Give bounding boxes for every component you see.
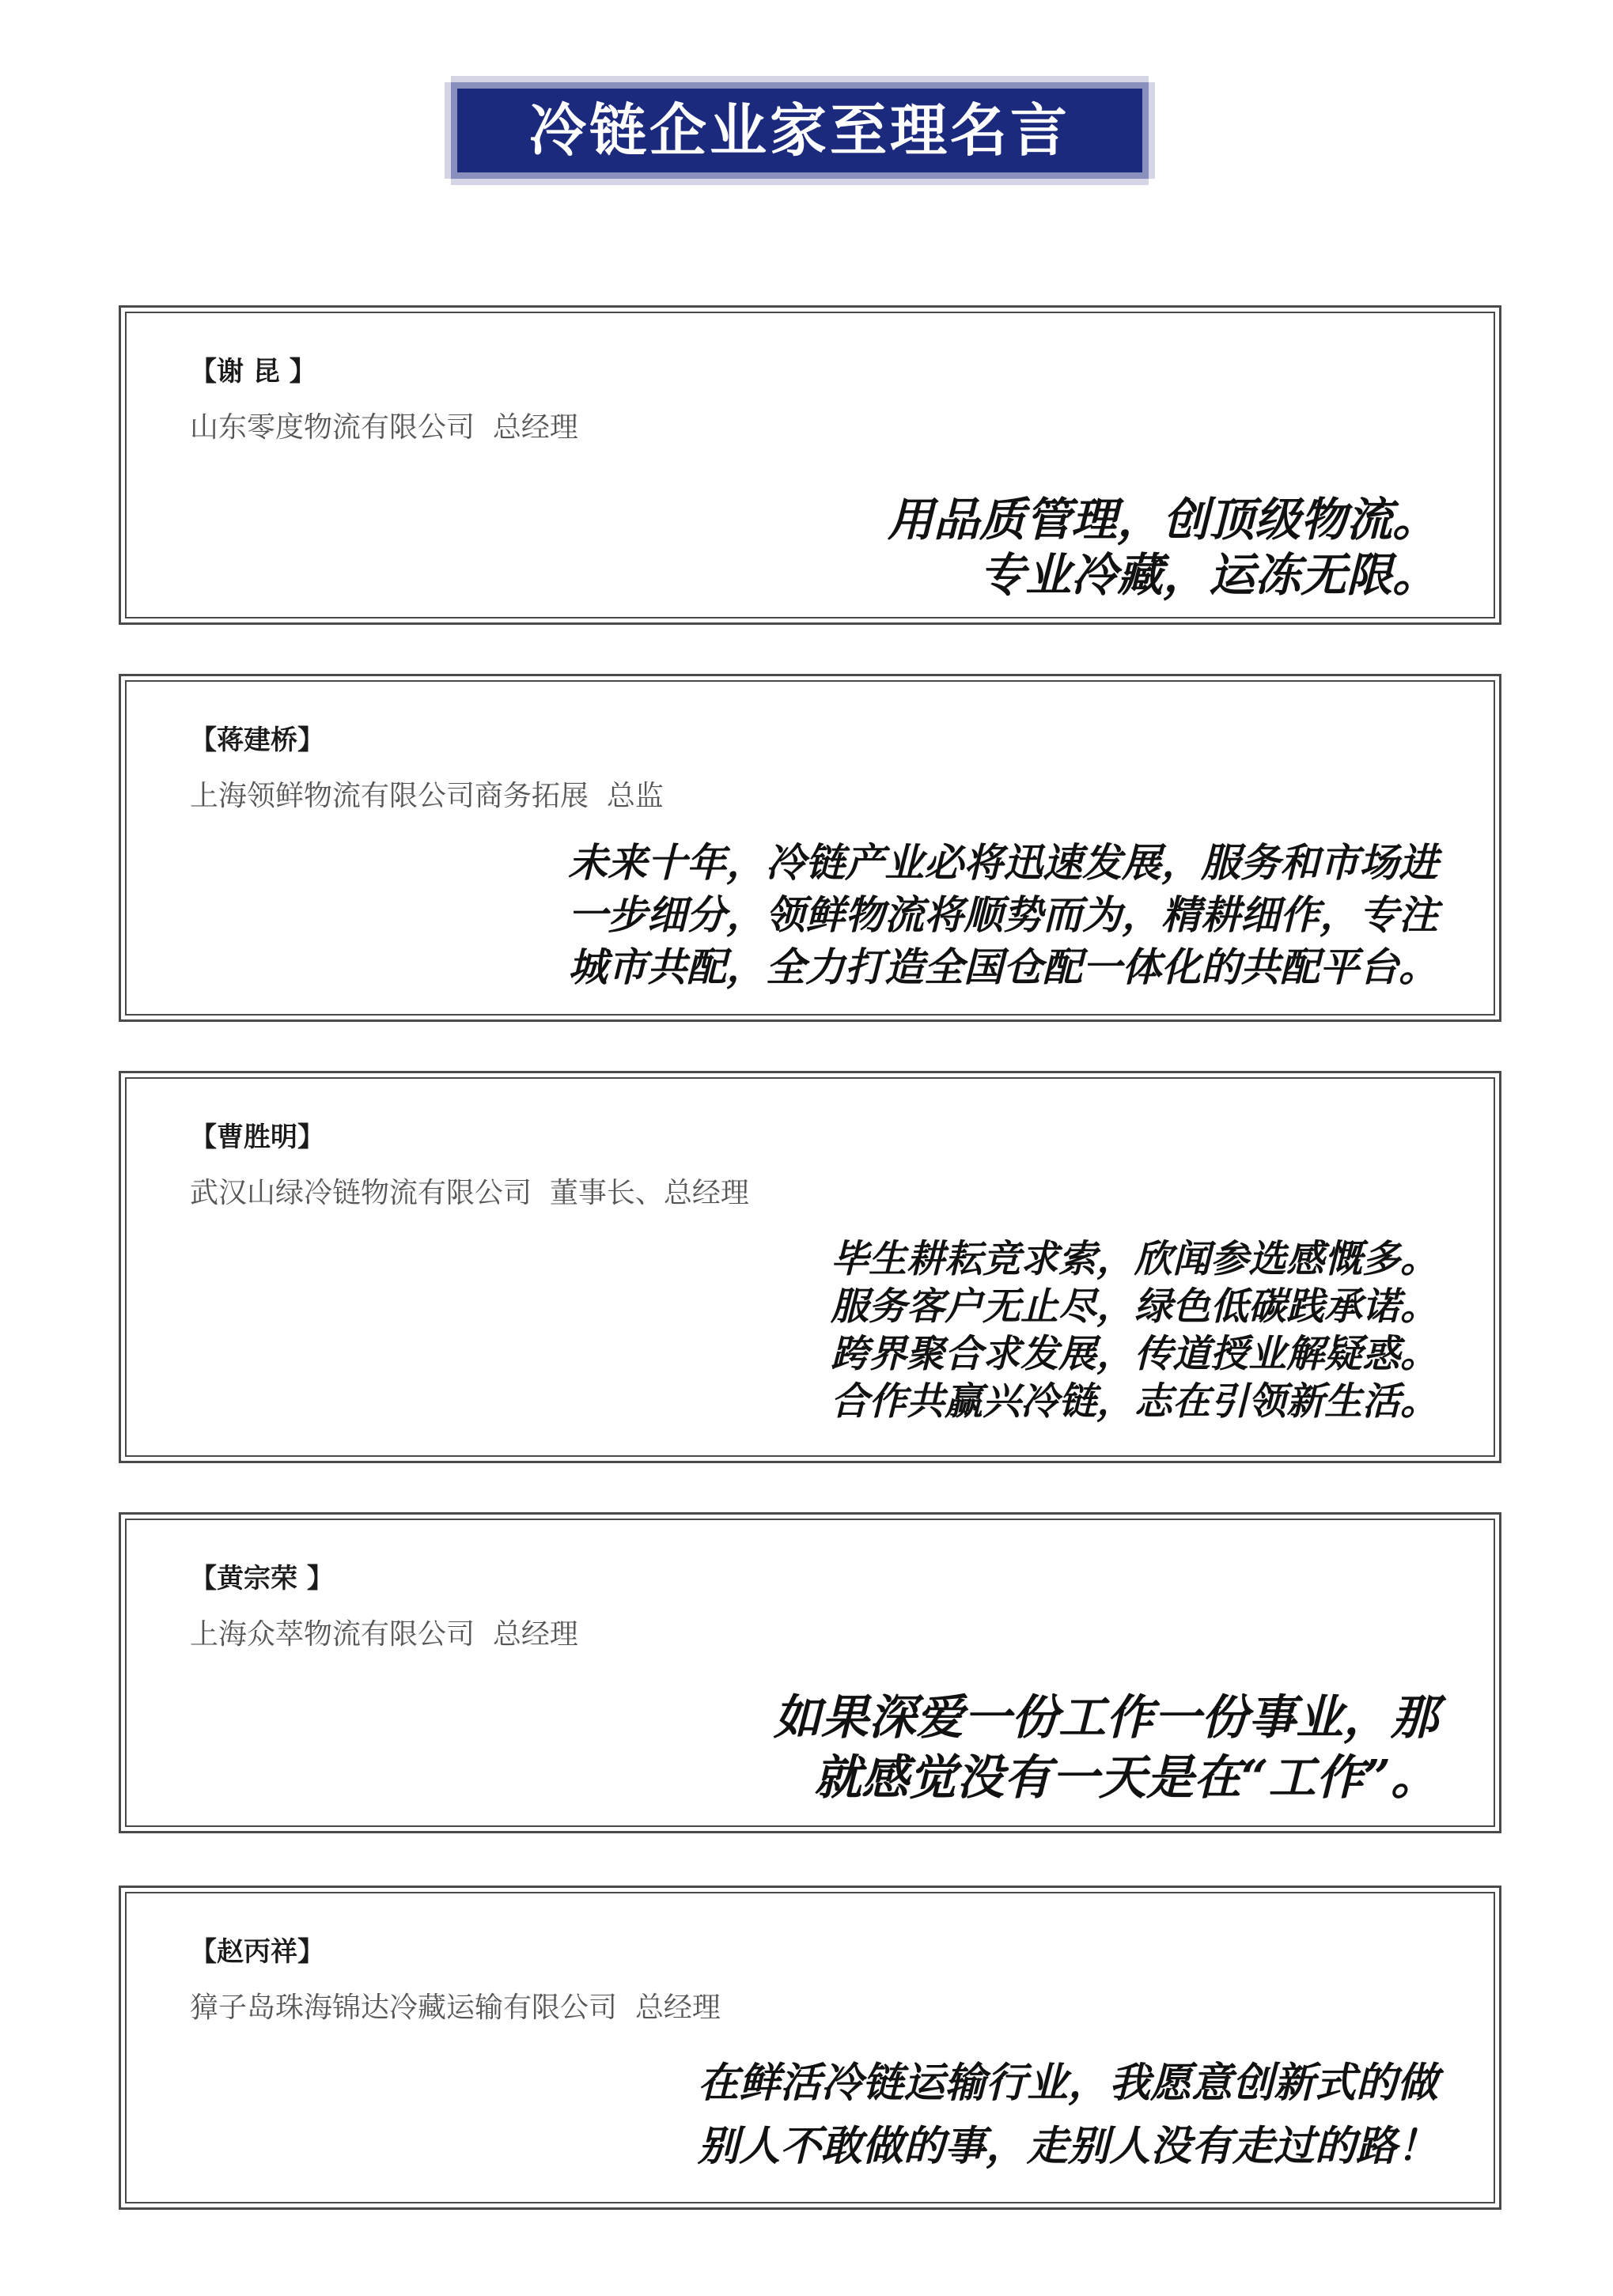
quote-card-inner bbox=[125, 680, 1495, 1016]
banner-corner bbox=[1149, 76, 1155, 82]
person-name: 【曹胜明】 bbox=[190, 1122, 324, 1153]
quote-line: 毕生耕耘竞求索，欣闻参选感慨多。 bbox=[830, 1237, 1438, 1281]
quote-card bbox=[119, 674, 1501, 1022]
quote-text bbox=[831, 1235, 1438, 1425]
title-banner bbox=[445, 76, 1155, 185]
banner-corner bbox=[445, 179, 451, 185]
quote-line: 别人不敢做的事，走别人没有走过的路！ bbox=[697, 2122, 1438, 2170]
quote-text bbox=[888, 492, 1438, 603]
person-title: 上海领鲜物流有限公司商务拓展 总监 bbox=[190, 780, 664, 812]
person-name: 【赵丙祥】 bbox=[190, 1936, 324, 1968]
person-name: 【黄宗荣 】 bbox=[190, 1563, 334, 1594]
quote-text bbox=[698, 2052, 1438, 2178]
quote-card-inner bbox=[125, 1077, 1495, 1457]
quote-line: 服务客户无止尽，绿色低碳践承诺。 bbox=[830, 1284, 1438, 1329]
banner-corner bbox=[1149, 179, 1155, 185]
quote-card bbox=[119, 305, 1501, 625]
banner-corner bbox=[445, 76, 451, 82]
person-title: 武汉山绿冷链物流有限公司 董事长、总经理 bbox=[190, 1177, 749, 1209]
quote-line: 城市共配，全力打造全国仓配一体化的共配平台。 bbox=[568, 944, 1438, 990]
quote-card-inner bbox=[125, 1892, 1495, 2203]
quote-line: 未来十年，冷链产业必将迅速发展，服务和市场进 bbox=[568, 839, 1438, 886]
person-title: 山东零度物流有限公司 总经理 bbox=[190, 411, 578, 444]
person-title: 上海众萃物流有限公司 总经理 bbox=[190, 1618, 578, 1651]
quote-card bbox=[119, 1886, 1501, 2210]
banner-body bbox=[457, 89, 1142, 172]
quote-line: 一步细分，领鲜物流将顺势而为，精耕细作，专注 bbox=[568, 891, 1438, 938]
quote-card-inner bbox=[125, 1519, 1495, 1827]
quote-line: 如果深爱一份工作一份事业，那 bbox=[774, 1690, 1438, 1746]
quote-text bbox=[568, 837, 1438, 993]
quote-line: 跨界聚合求发展，传道授业解疑惑。 bbox=[830, 1332, 1438, 1376]
quote-line: 就感觉没有一天是在“工作”。 bbox=[813, 1750, 1438, 1806]
quote-line: 在鲜活冷链运输行业，我愿意创新式的做 bbox=[697, 2059, 1438, 2107]
quote-line: 专业冷藏，运冻无限。 bbox=[979, 548, 1438, 602]
person-name: 【蒋建桥】 bbox=[190, 724, 324, 756]
quote-card-inner bbox=[125, 312, 1495, 618]
quote-card bbox=[119, 1512, 1501, 1833]
person-name: 【谢 昆 】 bbox=[190, 356, 316, 388]
quote-card bbox=[119, 1071, 1501, 1463]
page-title: 冷链企业家至理名言 bbox=[528, 97, 1070, 164]
quote-text bbox=[774, 1688, 1438, 1808]
person-title: 獐子岛珠海锦达冷藏运输有限公司 总经理 bbox=[190, 1992, 721, 2024]
quote-line: 合作共赢兴冷链，志在引领新生活。 bbox=[830, 1379, 1438, 1424]
quote-line: 用品质管理，创顶级物流。 bbox=[887, 493, 1438, 547]
